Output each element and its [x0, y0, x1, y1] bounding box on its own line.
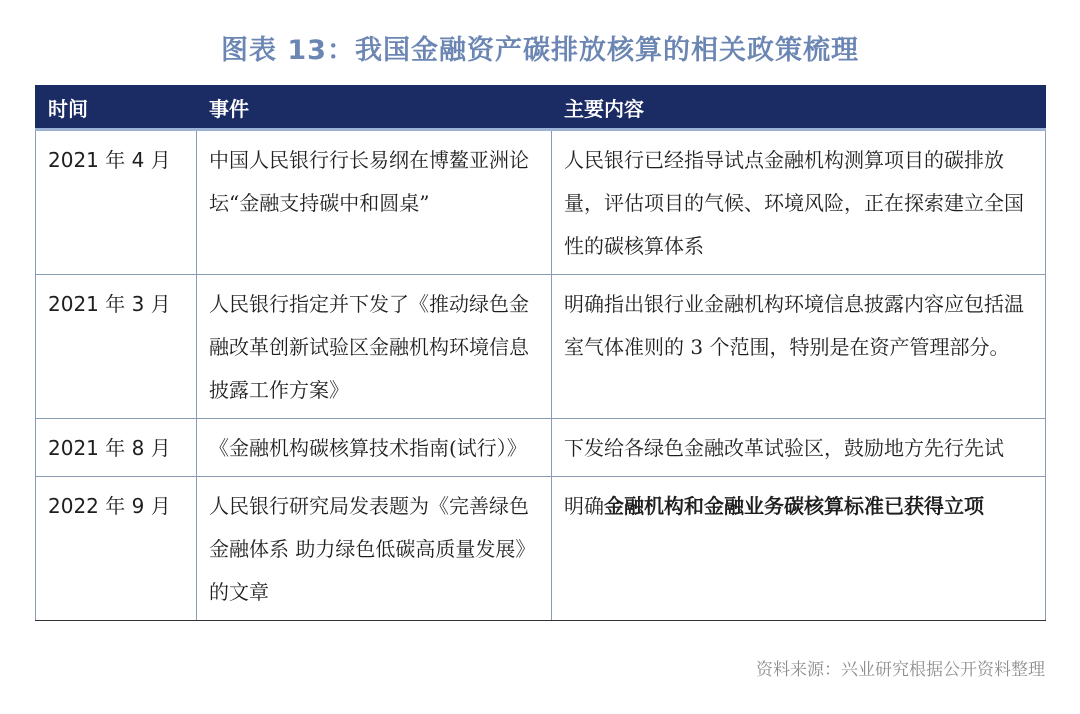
header-content: 主要内容	[552, 86, 1046, 130]
table-row	[36, 419, 1046, 477]
row-content	[552, 477, 1046, 621]
table-header-row	[36, 86, 1046, 130]
row-content-bold: 金融机构和金融业务碳核算标准已获得立项	[604, 494, 984, 518]
header-event: 事件	[197, 86, 552, 130]
row-content: 下发给各绿色金融改革试验区，鼓励地方先行先试	[552, 419, 1046, 477]
row-time: 2021 年 4 月	[36, 130, 197, 275]
row-content: 人民银行已经指导试点金融机构测算项目的碳排放量，评估项目的气候、环境风险，正在探索建立全国性的碳核算体系	[552, 130, 1046, 275]
row-time: 2021 年 8 月	[36, 419, 197, 477]
row-event: 中国人民银行行长易纲在博鳌亚洲论坛“金融支持碳中和圆桌”	[197, 130, 552, 275]
source-note: 资料来源：兴业研究根据公开资料整理	[756, 660, 1045, 680]
row-time: 2022 年 9 月	[36, 477, 197, 621]
row-content-prefix: 明确	[564, 494, 604, 518]
row-time: 2021 年 3 月	[36, 275, 197, 419]
row-event: 《金融机构碳核算技术指南(试行）》	[197, 419, 552, 477]
row-content: 明确指出银行业金融机构环境信息披露内容应包括温室气体准则的 3 个范围，特别是在资产管理部分。	[552, 275, 1046, 419]
table-row	[36, 275, 1046, 419]
table-row	[36, 477, 1046, 621]
row-event: 人民银行研究局发表题为《完善绿色金融体系 助力绿色低碳高质量发展》的文章	[197, 477, 552, 621]
table-title: 图表 13：我国金融资产碳排放核算的相关政策梳理	[221, 35, 859, 66]
policy-table	[35, 85, 1046, 621]
table-row	[36, 130, 1046, 275]
row-event: 人民银行指定并下发了《推动绿色金融改革创新试验区金融机构环境信息披露工作方案》	[197, 275, 552, 419]
header-time: 时间	[36, 86, 197, 130]
